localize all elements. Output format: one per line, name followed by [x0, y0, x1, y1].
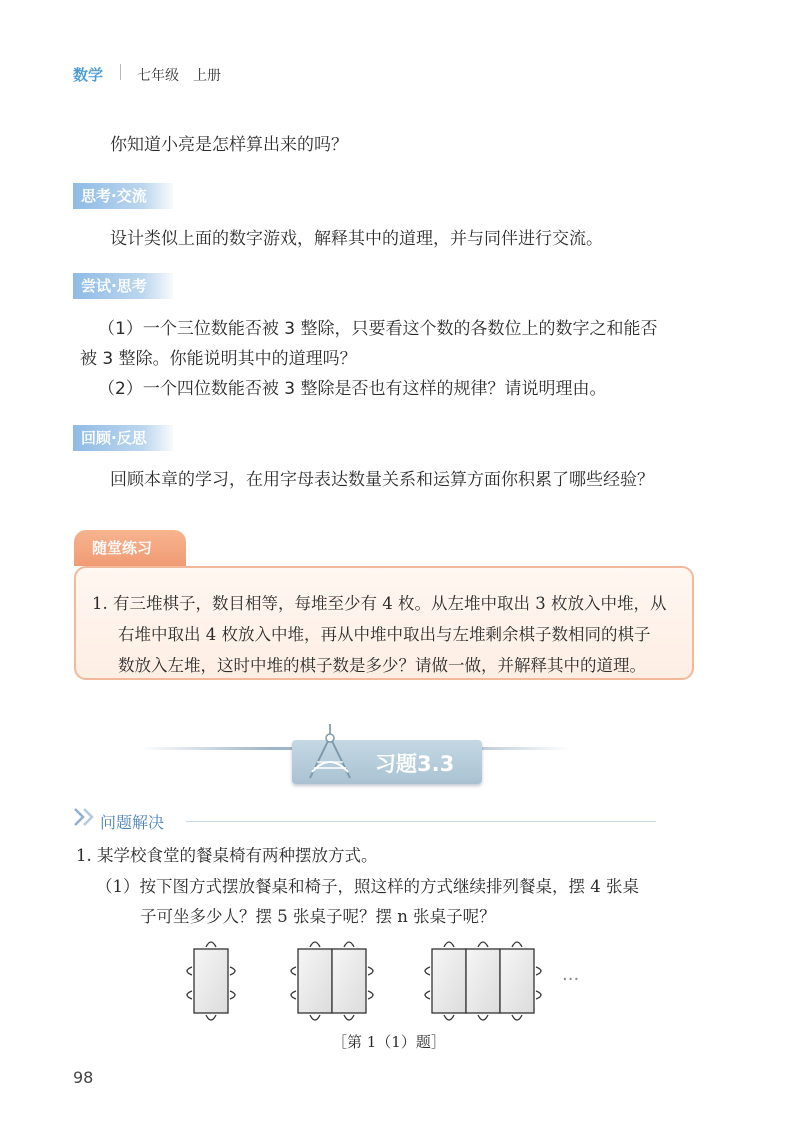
problem-section-label: 问题解决 [100, 813, 165, 832]
header-grade: 七年级 上册 [137, 68, 221, 84]
practice-tab: 随堂练习 [74, 530, 186, 566]
section-tag-think-discuss: 思考·交流 [73, 183, 173, 209]
question-1-1-line-1: （1）按下图方式摆放餐桌和椅子，照这样的方式继续排列餐桌，摆 4 张桌 [96, 877, 639, 896]
figure-ellipsis: ··· [562, 969, 580, 990]
section-text-try-think-1: （1）一个三位数能否被 3 整除，只要看这个数的各数位上的数字之和能否 [98, 319, 658, 339]
intro-question: 你知道小亮是怎样算出来的吗？ [110, 135, 348, 155]
practice-line-3: 数放入左堆，这时中堆的棋子数是多少？请做一做，并解释其中的道理。 [118, 656, 646, 675]
compass-icon [300, 722, 360, 784]
practice-line-2: 右堆中取出 4 枚放入中堆，再从中堆中取出与左堆剩余棋子数相同的棋子 [118, 625, 651, 644]
chevron-right-icon [72, 806, 98, 828]
section-text-think-discuss: 设计类似上面的数字游戏，解释其中的道理，并与同伴进行交流。 [110, 229, 603, 249]
question-1: 1. 某学校食堂的餐桌椅有两种摆放方式。 [76, 846, 378, 865]
question-1-1-line-2: 子可坐多少人？摆 5 张桌子呢？摆 n 张桌子呢？ [140, 907, 496, 926]
figure-caption: ［第 1（1）题］ [332, 1033, 446, 1051]
header-subject: 数学 [73, 66, 104, 84]
section-text-try-think-2: 被 3 整除。你能说明其中的道理吗？ [80, 349, 357, 369]
header-divider [120, 64, 121, 80]
exercise-banner-title: 习题3.3 [375, 752, 455, 776]
practice-line-1: 1. 有三堆棋子，数目相等，每堆至少有 4 枚。从左堆中取出 3 枚放入中堆，从 [92, 594, 667, 613]
section-text-try-think-3: （2）一个四位数能否被 3 整除是否也有这样的规律？请说明理由。 [98, 379, 607, 399]
section-text-review-reflect: 回顾本章的学习，在用字母表达数量关系和运算方面你积累了哪些经验？ [110, 470, 654, 490]
page-number: 98 [73, 1068, 94, 1087]
table-arrangement-figure [170, 935, 610, 1031]
section-tag-review-reflect: 回顾·反思 [73, 425, 173, 451]
problem-section-rule [186, 821, 656, 822]
section-tag-try-think: 尝试·思考 [73, 273, 173, 299]
